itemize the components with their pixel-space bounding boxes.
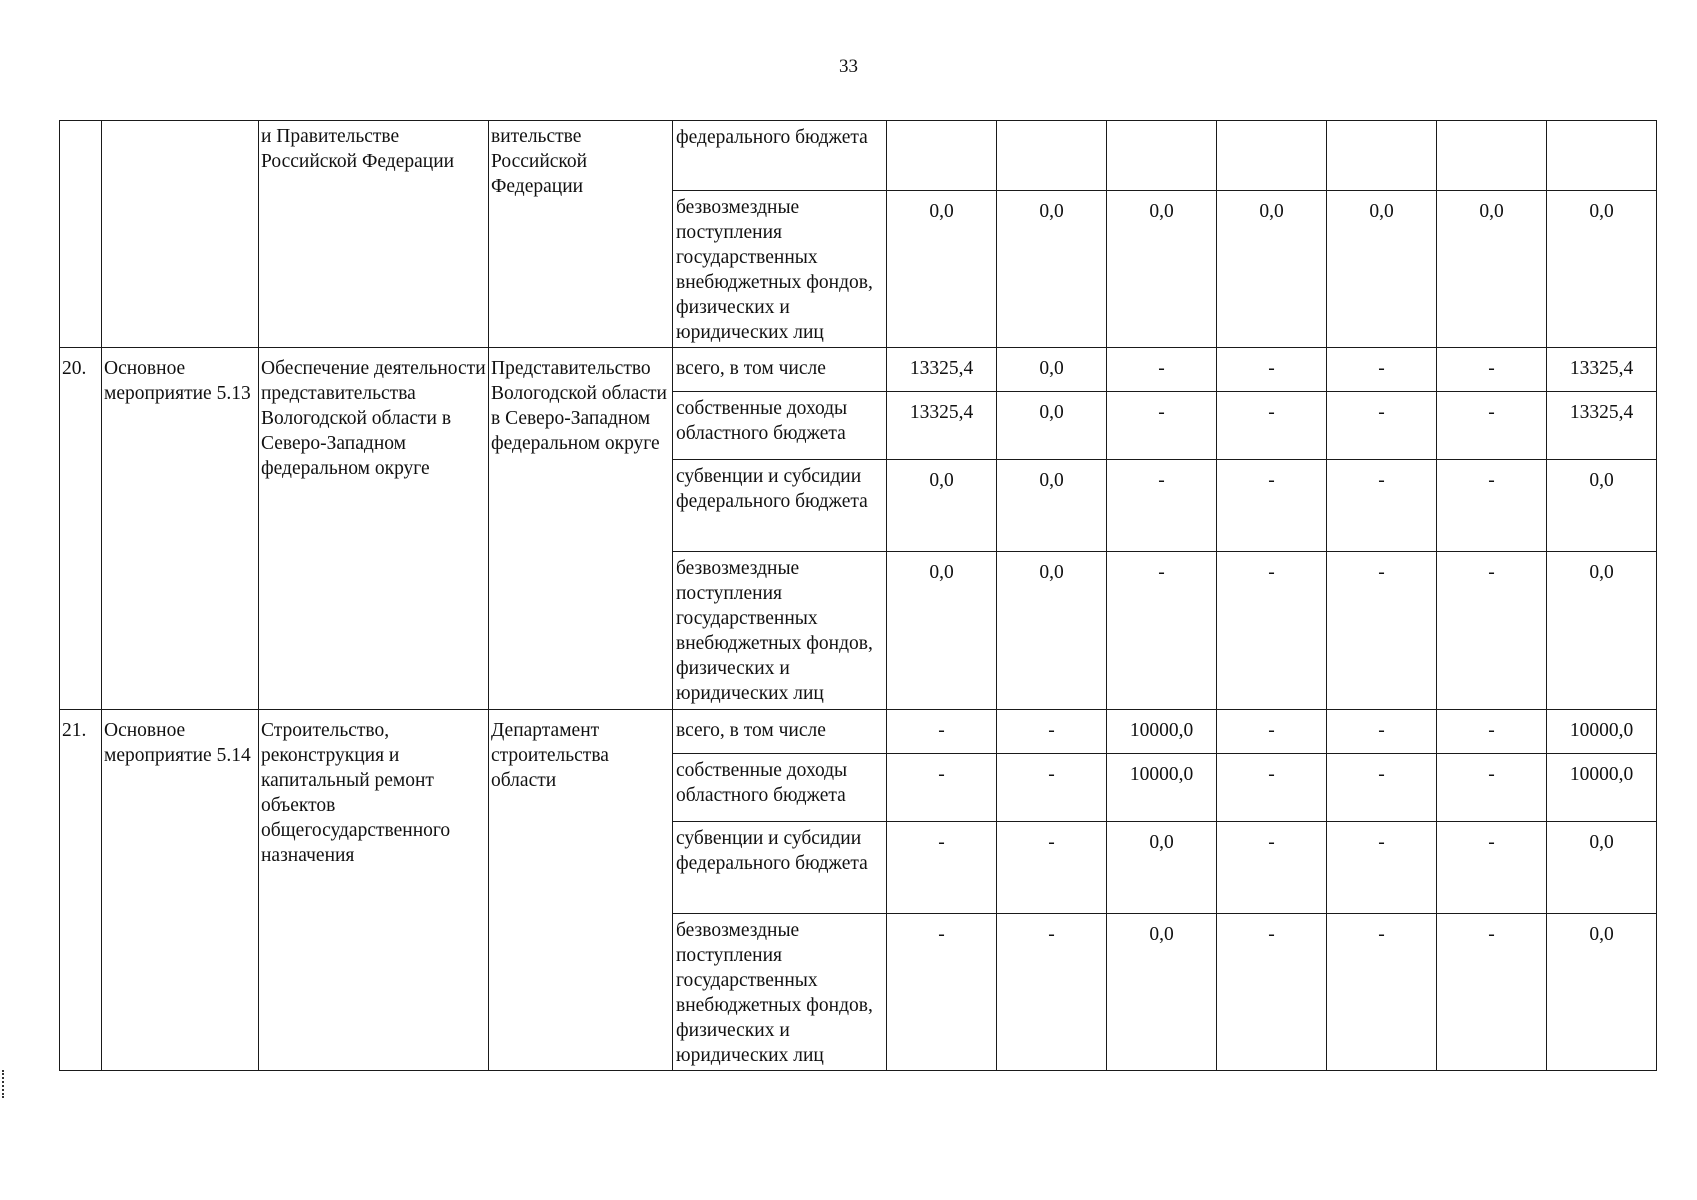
value-cell: 0,0 (1107, 914, 1217, 1071)
value-cell: 0,0 (887, 552, 997, 710)
value-cell: - (1107, 552, 1217, 710)
executor-cell: Департамент строительства области (489, 710, 673, 1071)
value-cell: - (997, 914, 1107, 1071)
value-cell: - (1327, 754, 1437, 822)
value-cell: 0,0 (997, 552, 1107, 710)
value-cell: 13325,4 (887, 348, 997, 392)
value-cell: - (887, 710, 997, 754)
value-cell: 0,0 (1547, 460, 1657, 552)
value-cell: - (1217, 392, 1327, 460)
value-cell (1327, 121, 1437, 191)
value-cell: 0,0 (887, 191, 997, 348)
value-cell: - (1437, 552, 1547, 710)
value-cell: - (1437, 822, 1547, 914)
funding-source-cell: собственные доходы областного бюджета (673, 392, 887, 460)
value-cell: - (1327, 552, 1437, 710)
value-cell (1437, 121, 1547, 191)
funding-source-cell: собственные доходы областного бюджета (673, 754, 887, 822)
value-cell: 0,0 (997, 460, 1107, 552)
row-index-cell: 21. (60, 710, 102, 1071)
value-cell: - (1217, 754, 1327, 822)
value-cell: 0,0 (997, 191, 1107, 348)
funding-source-cell: безвозмездные поступления государственных внебюджетных фондов, физических и юридических лиц (673, 914, 887, 1071)
funding-source-cell: всего, в том числе (673, 348, 887, 392)
value-cell: - (1327, 348, 1437, 392)
value-cell: 0,0 (1437, 191, 1547, 348)
value-cell (1107, 121, 1217, 191)
value-cell: - (1327, 710, 1437, 754)
value-cell: - (1437, 460, 1547, 552)
value-cell: 10000,0 (1547, 710, 1657, 754)
funding-source-cell: безвозмездные поступления государственных внебюджетных фондов, физических и юридических лиц (673, 191, 887, 348)
value-cell: 10000,0 (1107, 754, 1217, 822)
value-cell: 10000,0 (1547, 754, 1657, 822)
activity-name-cell: Основное мероприятие 5.14 (102, 710, 259, 1071)
program-cell: Строительство, реконструкция и капитальный ремонт объектов общегосударственного назначения (259, 710, 489, 1071)
funding-source-cell: субвенции и субсидии федерального бюджета (673, 460, 887, 552)
value-cell: - (1437, 914, 1547, 1071)
value-cell: - (1437, 392, 1547, 460)
value-cell: - (887, 914, 997, 1071)
table-row (60, 348, 1657, 392)
value-cell: 0,0 (1547, 914, 1657, 1071)
value-cell: 0,0 (1217, 191, 1327, 348)
value-cell: - (1437, 710, 1547, 754)
value-cell: - (887, 822, 997, 914)
value-cell: - (1107, 392, 1217, 460)
value-cell: - (1327, 822, 1437, 914)
value-cell: 0,0 (1547, 552, 1657, 710)
value-cell: - (1217, 710, 1327, 754)
row-index-cell: 20. (60, 348, 102, 710)
budget-table (59, 120, 1657, 1071)
value-cell: - (1217, 822, 1327, 914)
value-cell: - (997, 710, 1107, 754)
value-cell: - (997, 754, 1107, 822)
program-cell: и Правительстве Российской Федерации (259, 121, 489, 348)
value-cell: 10000,0 (1107, 710, 1217, 754)
funding-source-cell: субвенции и субсидии федерального бюджета (673, 822, 887, 914)
value-cell: 0,0 (887, 460, 997, 552)
value-cell (997, 121, 1107, 191)
page-number: 33 (839, 56, 858, 77)
value-cell: - (887, 754, 997, 822)
value-cell (1547, 121, 1657, 191)
activity-name-cell: Основное мероприятие 5.13 (102, 348, 259, 710)
executor-cell: вительстве Российской Федерации (489, 121, 673, 348)
row-index-cell (60, 121, 102, 348)
value-cell (1217, 121, 1327, 191)
value-cell: 0,0 (1547, 822, 1657, 914)
value-cell: 0,0 (997, 392, 1107, 460)
program-cell: Обеспечение деятельности представительства Вологодской области в Северо-Западном федеральном округе (259, 348, 489, 710)
value-cell: - (997, 822, 1107, 914)
value-cell: - (1217, 460, 1327, 552)
value-cell: - (1217, 914, 1327, 1071)
table-row (60, 121, 1657, 191)
value-cell: - (1437, 754, 1547, 822)
value-cell: 0,0 (1107, 822, 1217, 914)
funding-source-cell: безвозмездные поступления государственных внебюджетных фондов, физических и юридических лиц (673, 552, 887, 710)
table-body (60, 121, 1657, 1071)
value-cell: - (1437, 348, 1547, 392)
value-cell (887, 121, 997, 191)
value-cell: - (1107, 348, 1217, 392)
funding-source-cell: федерального бюджета (673, 121, 887, 191)
value-cell: 0,0 (1547, 191, 1657, 348)
funding-source-cell: всего, в том числе (673, 710, 887, 754)
value-cell: - (1327, 392, 1437, 460)
value-cell: 0,0 (1107, 191, 1217, 348)
value-cell: - (1217, 552, 1327, 710)
value-cell: - (1217, 348, 1327, 392)
table-row (60, 710, 1657, 754)
value-cell: - (1327, 914, 1437, 1071)
value-cell: 0,0 (1327, 191, 1437, 348)
executor-cell: Представительство Вологодской области в Северо-Западном федеральном округе (489, 348, 673, 710)
value-cell: - (1107, 460, 1217, 552)
value-cell: 13325,4 (1547, 348, 1657, 392)
value-cell: 13325,4 (887, 392, 997, 460)
value-cell: - (1327, 460, 1437, 552)
value-cell: 13325,4 (1547, 392, 1657, 460)
value-cell: 0,0 (997, 348, 1107, 392)
activity-name-cell (102, 121, 259, 348)
scan-mark (2, 1070, 7, 1098)
